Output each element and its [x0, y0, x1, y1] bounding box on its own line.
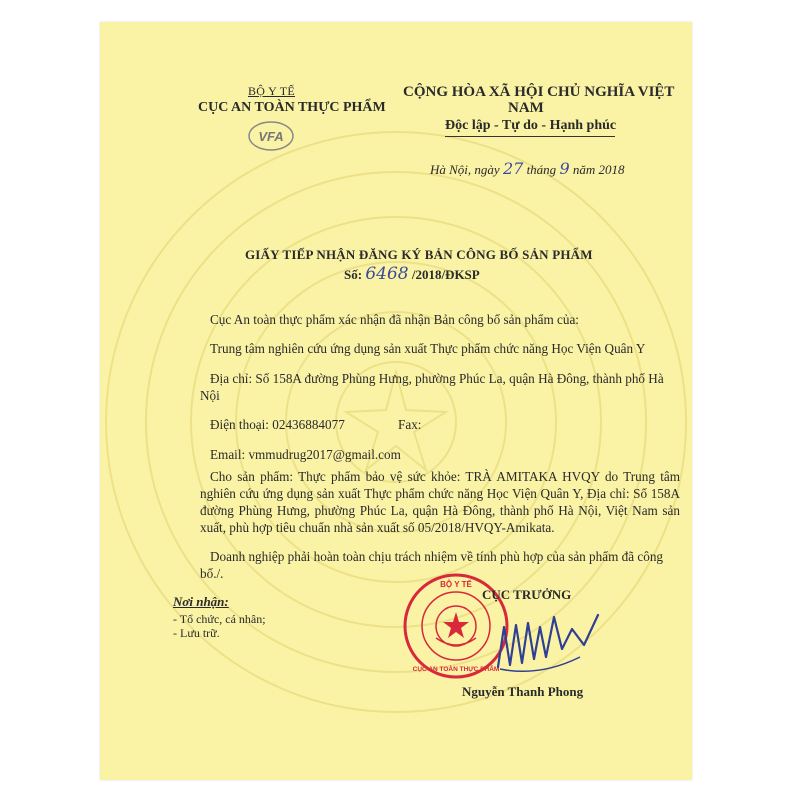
company-name: Trung tâm nghiên cứu ứng dụng sản xuất Thực phẩm chức năng Học Viện Quân Y: [210, 341, 646, 356]
svg-text:BỘ Y TẾ: BỘ Y TẾ: [440, 580, 472, 589]
certificate-title: GIẤY TIẾP NHẬN ĐĂNG KÝ BẢN CÔNG BỐ SẢN PHẨM: [245, 247, 593, 262]
responsibility-line1: Doanh nghiệp phải hoàn toàn chịu trách nhiệm về tính phù hợp của sản phẩm đã công: [210, 549, 664, 564]
certificate-number: [344, 264, 480, 284]
number-label: Số:: [344, 267, 363, 282]
date-year: năm 2018: [572, 162, 625, 177]
number-suffix: /2018/ĐKSP: [411, 267, 480, 282]
intro-line: Cục An toàn thực phẩm xác nhận đã nhận Bản công bố sản phẩm của:: [210, 312, 579, 327]
svg-text:CỤC AN TOÀN THỰC PHẨM: CỤC AN TOÀN THỰC PHẨM: [412, 666, 500, 673]
date-prefix: Hà Nội, ngày: [430, 162, 500, 177]
motto-underline: [445, 136, 615, 137]
address-line1: Địa chỉ: Số 158A đường Phùng Hưng, phường Phúc La, quận Hà Đông, thành phố Hà: [210, 371, 664, 386]
date-month-handwritten: 9: [559, 159, 570, 178]
handwritten-signature: [480, 597, 610, 687]
address-line2: Nội: [200, 388, 220, 403]
issue-date: [430, 159, 625, 178]
country-name-line2: NAM: [508, 100, 544, 116]
date-month-label: tháng: [526, 162, 557, 177]
certificate-page: [100, 22, 692, 780]
director-title: CỤC TRƯỞNG: [482, 587, 572, 602]
phone-line: Điện thoại: 02436884077: [210, 417, 345, 432]
date-day-handwritten: 27: [502, 159, 524, 178]
product-paragraph: Cho sản phẩm: Thực phẩm bảo vệ sức khỏe: TRÀ AMITAKA HVQY do Trung tâm nghiên cứu ứng dụng sản xuất Thực phẩm chức năng Học Viện Quân Y, Địa chỉ: Số 158A đường Phùng Hưng, phường Phúc La, quận Hà Đông, thành phố Hà Nội, Việt Nam sản xuất, phù hợp tiêu chuẩn nhà sản xuất số 05/2018/HVQY-Amikata.: [200, 469, 680, 535]
responsibility-line2: bố./.: [200, 566, 224, 581]
country-name-line1: CỘNG HÒA XÃ HỘI CHỦ NGHĨA VIỆT: [403, 84, 675, 100]
agency-name: CỤC AN TOÀN THỰC PHẨM: [198, 100, 386, 115]
email-line: Email: vmmudrug2017@gmail.com: [210, 447, 401, 462]
recipient-item: - Tổ chức, cá nhân;: [173, 612, 266, 626]
vfa-logo: [246, 118, 296, 154]
signer-name: Nguyễn Thanh Phong: [462, 684, 584, 699]
fax-line: Fax:: [398, 417, 422, 432]
national-motto: Độc lập - Tự do - Hạnh phúc: [445, 118, 617, 133]
recipients-label: Nơi nhận:: [173, 594, 229, 609]
svg-text:VFA: VFA: [258, 129, 284, 144]
number-handwritten: 6468: [365, 264, 409, 284]
ministry-name: BỘ Y TẾ: [248, 84, 295, 98]
recipient-item: - Lưu trữ.: [173, 626, 220, 640]
